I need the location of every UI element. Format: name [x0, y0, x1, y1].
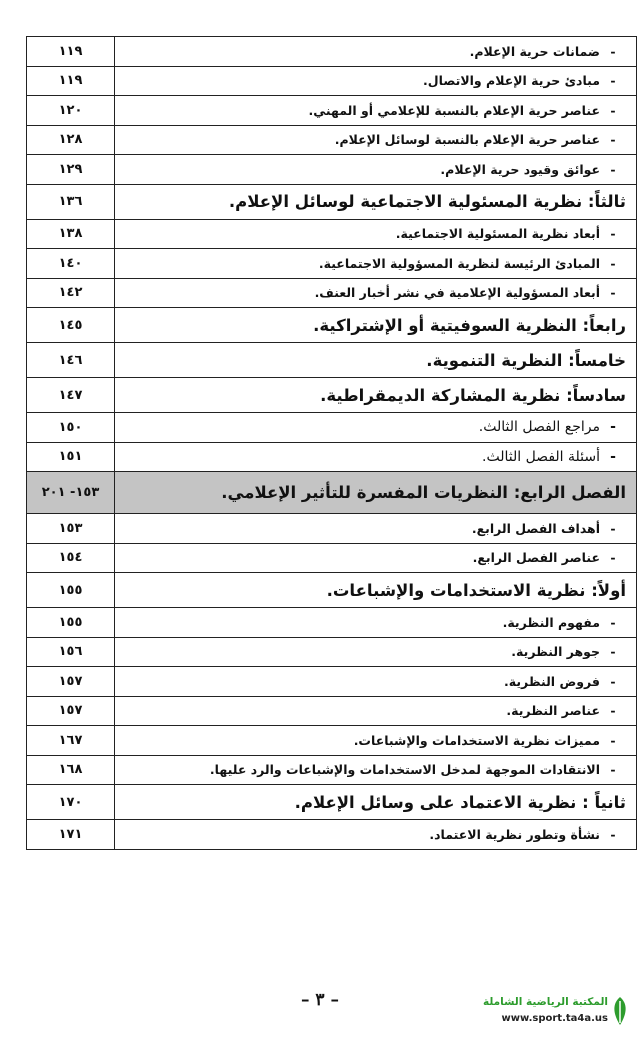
toc-entry-cell — [115, 413, 637, 443]
toc-entry-cell — [115, 726, 637, 756]
dash-bullet: - — [610, 520, 616, 536]
toc-entry-text: أولاً: نظرية الاستخدامات والإشباعات. — [326, 580, 626, 600]
dash-bullet: - — [610, 826, 616, 842]
leaf-logo-icon — [610, 995, 630, 1027]
toc-entry-text: عناصر الفصل الرابع. — [472, 550, 600, 566]
toc-page-number: ١٥٦ — [27, 637, 115, 667]
toc-entry-cell — [115, 219, 637, 249]
toc-page-number: ١٤٦ — [27, 343, 115, 378]
toc-entry-cell — [115, 378, 637, 413]
toc-page-number: ١٥٧ — [27, 696, 115, 726]
toc-entry-cell — [115, 37, 637, 67]
toc-entry-cell — [115, 637, 637, 667]
dash-bullet: - — [610, 673, 616, 689]
toc-row-sub — [27, 514, 637, 544]
toc-row-sub — [27, 249, 637, 279]
toc-row-main — [27, 343, 637, 378]
toc-entry-text: مبادئ حرية الإعلام والاتصال. — [423, 73, 600, 89]
toc-row-sub — [27, 726, 637, 756]
toc-entry-text: فروض النظرية. — [504, 673, 600, 689]
toc-entry-cell — [115, 820, 637, 850]
toc-row-sub — [27, 155, 637, 185]
dash-bullet: - — [610, 132, 616, 148]
toc-entry-cell — [115, 667, 637, 697]
toc-page-number: ١١٩ — [27, 66, 115, 96]
toc-entry-text: أهداف الفصل الرابع. — [471, 520, 600, 536]
dash-bullet: - — [610, 161, 616, 177]
dash-bullet: - — [610, 762, 616, 778]
toc-entry-text: الفصل الرابع: النظريات المفسرة للتأثير الإعلامي. — [221, 483, 626, 502]
toc-page-number: ١٥١ — [27, 442, 115, 472]
dash-bullet: - — [610, 226, 616, 242]
watermark-title: المكتبة الرياضية الشاملة — [482, 996, 608, 1008]
site-watermark — [482, 995, 630, 1029]
toc-entry-text: أبعاد المسؤولية الإعلامية في نشر أخبار العنف. — [314, 285, 600, 301]
toc-entry-text: ضمانات حرية الإعلام. — [469, 43, 600, 59]
table-of-contents — [26, 36, 637, 850]
toc-entry-text: خامساً: النظرية التنموية. — [426, 350, 626, 370]
toc-entry-text: عناصر النظرية. — [506, 703, 600, 719]
toc-body — [27, 37, 637, 850]
toc-row-sub-light — [27, 413, 637, 443]
toc-entry-cell — [115, 66, 637, 96]
toc-entry-cell — [115, 573, 637, 608]
dash-bullet: - — [610, 43, 616, 59]
toc-entry-cell — [115, 514, 637, 544]
toc-row-chapter — [27, 472, 637, 514]
toc-page-number: ١٢٨ — [27, 125, 115, 155]
toc-entry-cell — [115, 96, 637, 126]
toc-page-number: ١٥٣ — [27, 514, 115, 544]
toc-entry-text: رابعاً: النظرية السوفيتية أو الإشتراكية. — [313, 315, 626, 335]
toc-page-number: ١٧٠ — [27, 785, 115, 820]
toc-entry-text: أسئلة الفصل الثالث. — [482, 448, 600, 465]
toc-page-number: ١٦٧ — [27, 726, 115, 756]
toc-entry-text: المبادئ الرئيسة لنظرية المسؤولية الاجتماعية. — [318, 255, 600, 271]
toc-page-number: ١٥٤ — [27, 543, 115, 573]
toc-page-number: ١٤٧ — [27, 378, 115, 413]
dash-bullet: - — [610, 644, 616, 660]
toc-entry-text: عناصر حرية الإعلام بالنسبة للإعلامي أو المهني. — [308, 102, 600, 118]
dash-bullet: - — [610, 448, 616, 465]
dash-bullet: - — [610, 102, 616, 118]
toc-entry-text: سادساً: نظرية المشاركة الديمقراطية. — [320, 385, 626, 405]
toc-entry-text: الانتقادات الموجهة لمدخل الاستخدامات والإشباعات والرد عليها. — [209, 762, 600, 778]
toc-entry-text: ثالثاً: نظرية المسئولية الاجتماعية لوسائل الإعلام. — [228, 192, 626, 211]
toc-entry-cell — [115, 696, 637, 726]
toc-page-number: ١٤٢ — [27, 278, 115, 308]
dash-bullet: - — [610, 614, 616, 630]
toc-page-number: ١٥٧ — [27, 667, 115, 697]
toc-entry-cell — [115, 442, 637, 472]
toc-page-number: ١٣٨ — [27, 219, 115, 249]
toc-entry-cell — [115, 343, 637, 378]
toc-entry-text: عوائق وقيود حرية الإعلام. — [440, 161, 600, 177]
toc-row-sub — [27, 667, 637, 697]
toc-row-sub — [27, 219, 637, 249]
toc-row-sub — [27, 543, 637, 573]
toc-entry-cell — [115, 155, 637, 185]
toc-row-sub — [27, 96, 637, 126]
toc-entry-text: مميزات نظرية الاستخدامات والإشباعات. — [353, 732, 600, 748]
toc-entry-cell — [115, 278, 637, 308]
dash-bullet: - — [610, 419, 616, 436]
toc-entry-cell — [115, 543, 637, 573]
toc-page-number: ١٥٥ — [27, 573, 115, 608]
toc-row-sub — [27, 820, 637, 850]
toc-page-number: ١٣٦ — [27, 184, 115, 219]
dash-bullet: - — [610, 285, 616, 301]
page-number: – ٣ – — [301, 990, 339, 1010]
dash-bullet: - — [610, 73, 616, 89]
toc-row-main — [27, 785, 637, 820]
toc-row-sub — [27, 696, 637, 726]
dash-bullet: - — [610, 550, 616, 566]
toc-entry-text: نشأة وتطور نظرية الاعتماد. — [429, 826, 600, 842]
toc-entry-cell — [115, 755, 637, 785]
toc-row-sub-light — [27, 442, 637, 472]
toc-page-number: ١٥٠ — [27, 413, 115, 443]
toc-entry-text: عناصر حرية الإعلام بالنسبة لوسائل الإعلام. — [334, 132, 600, 148]
toc-page-number: ١٤٥ — [27, 308, 115, 343]
dash-bullet: - — [610, 703, 616, 719]
toc-page-number: ١٤٠ — [27, 249, 115, 279]
toc-entry-cell — [115, 608, 637, 638]
toc-page-number: ١٢٠ — [27, 96, 115, 126]
toc-entry-cell — [115, 184, 637, 219]
toc-page-number: ١٥٣- ٢٠١ — [27, 472, 115, 514]
toc-entry-cell — [115, 785, 637, 820]
toc-entry-text: جوهر النظرية. — [511, 644, 600, 660]
toc-page-number: ١٧١ — [27, 820, 115, 850]
watermark-url: www.sport.ta4a.us — [501, 1013, 608, 1024]
toc-entry-cell — [115, 472, 637, 514]
toc-entry-cell — [115, 125, 637, 155]
toc-page-number: ١١٩ — [27, 37, 115, 67]
toc-row-sub — [27, 66, 637, 96]
dash-bullet: - — [610, 255, 616, 271]
toc-row-sub — [27, 637, 637, 667]
toc-entry-text: مفهوم النظرية. — [502, 614, 600, 630]
toc-row-main — [27, 573, 637, 608]
toc-row-sub — [27, 608, 637, 638]
toc-page-number: ١٦٨ — [27, 755, 115, 785]
toc-row-main — [27, 184, 637, 219]
dash-bullet: - — [610, 732, 616, 748]
toc-row-main — [27, 378, 637, 413]
toc-row-sub — [27, 37, 637, 67]
toc-entry-cell — [115, 249, 637, 279]
toc-entry-cell — [115, 308, 637, 343]
toc-row-sub — [27, 125, 637, 155]
toc-row-sub — [27, 755, 637, 785]
toc-entry-text: مراجع الفصل الثالث. — [478, 419, 600, 436]
toc-page-number: ١٥٥ — [27, 608, 115, 638]
toc-page-number: ١٢٩ — [27, 155, 115, 185]
toc-row-sub — [27, 278, 637, 308]
toc-entry-text: أبعاد نظرية المسئولية الاجتماعية. — [395, 226, 600, 242]
toc-row-main — [27, 308, 637, 343]
toc-entry-text: ثانياً : نظرية الاعتماد على وسائل الإعلام. — [294, 792, 626, 812]
